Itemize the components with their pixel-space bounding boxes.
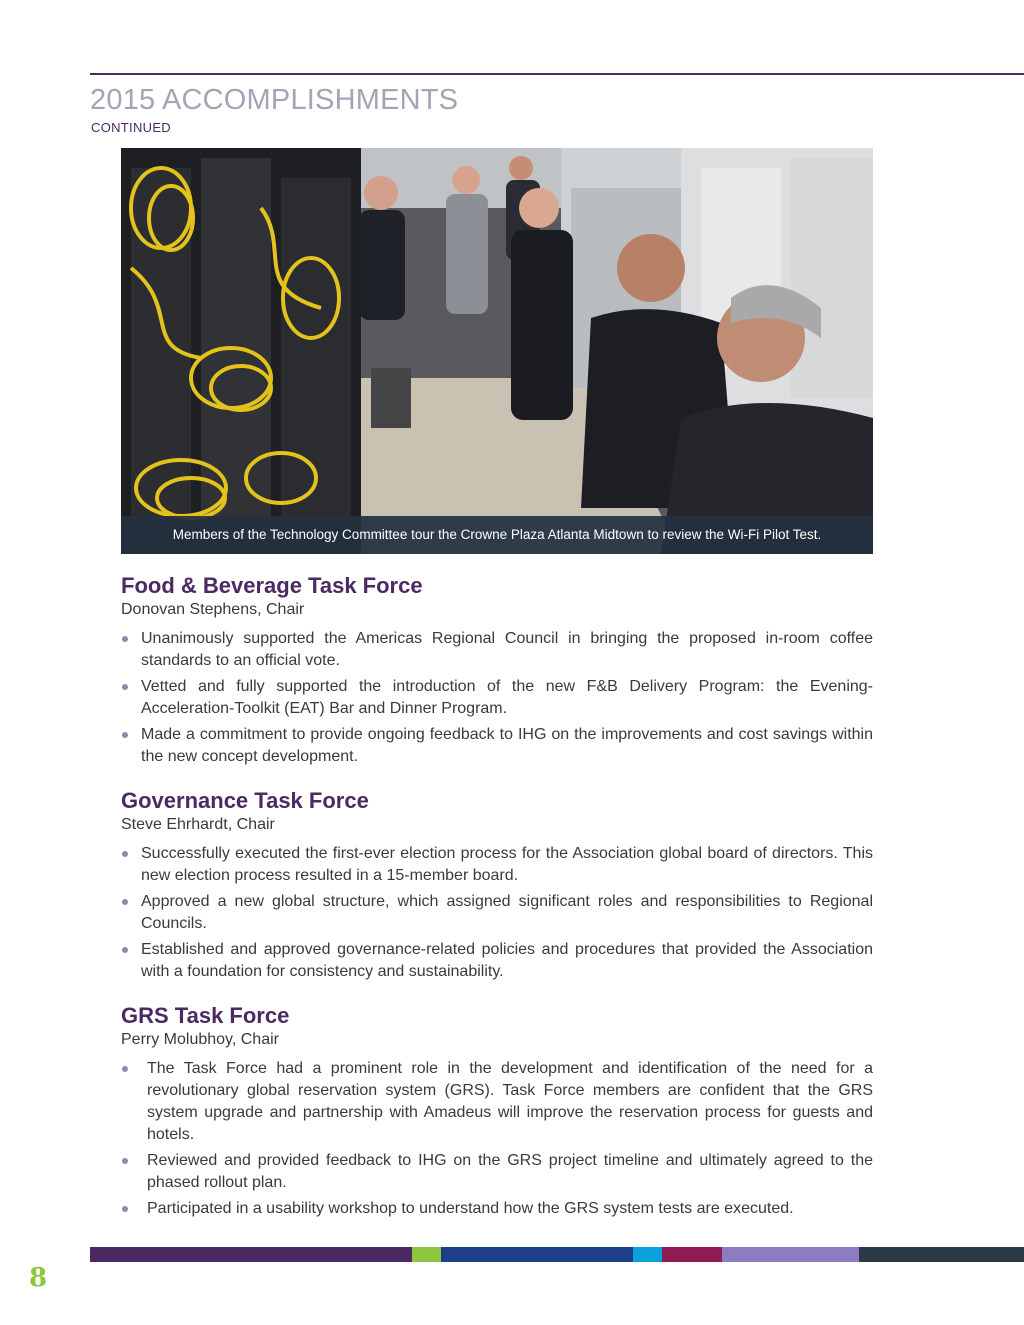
section-title: GRS Task Force	[121, 1003, 290, 1028]
bullet-icon	[122, 1066, 128, 1072]
list-item	[121, 1150, 873, 1194]
bullet-icon	[122, 1158, 128, 1164]
bullet-text: The Task Force had a prominent role in the development and identification of the need for a revolutionary global reservation system (GRS). Task Force members are confident that the GRS system upgrade and partnership with Amadeus will improve the reservation process for guests and hotels.	[147, 1060, 873, 1143]
section-chair: Steve Ehrhardt, Chair	[121, 816, 275, 833]
footer-bar-segment	[633, 1247, 662, 1262]
committee-photo	[121, 148, 873, 554]
bullet-list	[121, 628, 873, 768]
bullet-list	[121, 1058, 873, 1220]
section-chair: Perry Molubhoy, Chair	[121, 1031, 279, 1048]
footer-bar-segment	[412, 1247, 441, 1262]
bullet-text: Successfully executed the first-ever election process for the Association global board of directors. This new election process resulted in a 15-member board.	[141, 845, 873, 884]
photo-caption: Members of the Technology Committee tour the Crowne Plaza Atlanta Midtown to review the Wi-Fi Pilot Test.	[121, 516, 873, 554]
bullet-icon	[122, 947, 128, 953]
photo-illustration	[121, 148, 873, 554]
footer-bar-segment	[859, 1247, 1024, 1262]
bullet-list	[121, 843, 873, 983]
list-item	[121, 939, 873, 983]
header-rule	[90, 73, 1024, 75]
bullet-text: Established and approved governance-related policies and procedures that provided the Association with a foundation for consistency and sustainability.	[141, 941, 873, 980]
bullet-text: Participated in a usability workshop to understand how the GRS system tests are executed.	[147, 1200, 794, 1217]
bullet-icon	[122, 732, 128, 738]
list-item	[121, 1198, 873, 1220]
bullet-text: Unanimously supported the Americas Regional Council in bringing the proposed in-room coffee standards to an official vote.	[141, 630, 873, 669]
section-title: Food & Beverage Task Force	[121, 573, 423, 598]
page-subtitle: CONTINUED	[91, 120, 171, 135]
bullet-icon	[122, 636, 128, 642]
list-item	[121, 1058, 873, 1146]
list-item	[121, 891, 873, 935]
bullet-icon	[122, 851, 128, 857]
bullet-text: Made a commitment to provide ongoing feedback to IHG on the improvements and cost savings within the new concept development.	[141, 726, 873, 765]
footer-bar-segment	[90, 1247, 412, 1262]
bullet-icon	[122, 1206, 128, 1212]
bullet-icon	[122, 684, 128, 690]
section-governance	[121, 787, 873, 987]
section-food-beverage	[121, 572, 873, 772]
page-number: 8	[29, 1263, 48, 1293]
bullet-text: Vetted and fully supported the introduction of the new F&B Delivery Program: the Evening-Acceleration-Toolkit (EAT) Bar and Dinner Program.	[141, 678, 873, 717]
bullet-icon	[122, 899, 128, 905]
list-item	[121, 676, 873, 720]
list-item	[121, 724, 873, 768]
bullet-text: Approved a new global structure, which assigned significant roles and responsibilities to Regional Councils.	[141, 893, 873, 932]
section-grs	[121, 1002, 873, 1224]
footer-bar-segment	[722, 1247, 859, 1262]
list-item	[121, 628, 873, 672]
footer-bar-segment	[441, 1247, 633, 1262]
page-title: 2015 ACCOMPLISHMENTS	[90, 84, 459, 116]
section-title: Governance Task Force	[121, 788, 369, 813]
list-item	[121, 843, 873, 887]
footer-bar-segment	[662, 1247, 722, 1262]
bullet-text: Reviewed and provided feedback to IHG on the GRS project timeline and ultimately agreed to the phased rollout plan.	[147, 1152, 873, 1191]
section-chair: Donovan Stephens, Chair	[121, 601, 305, 618]
